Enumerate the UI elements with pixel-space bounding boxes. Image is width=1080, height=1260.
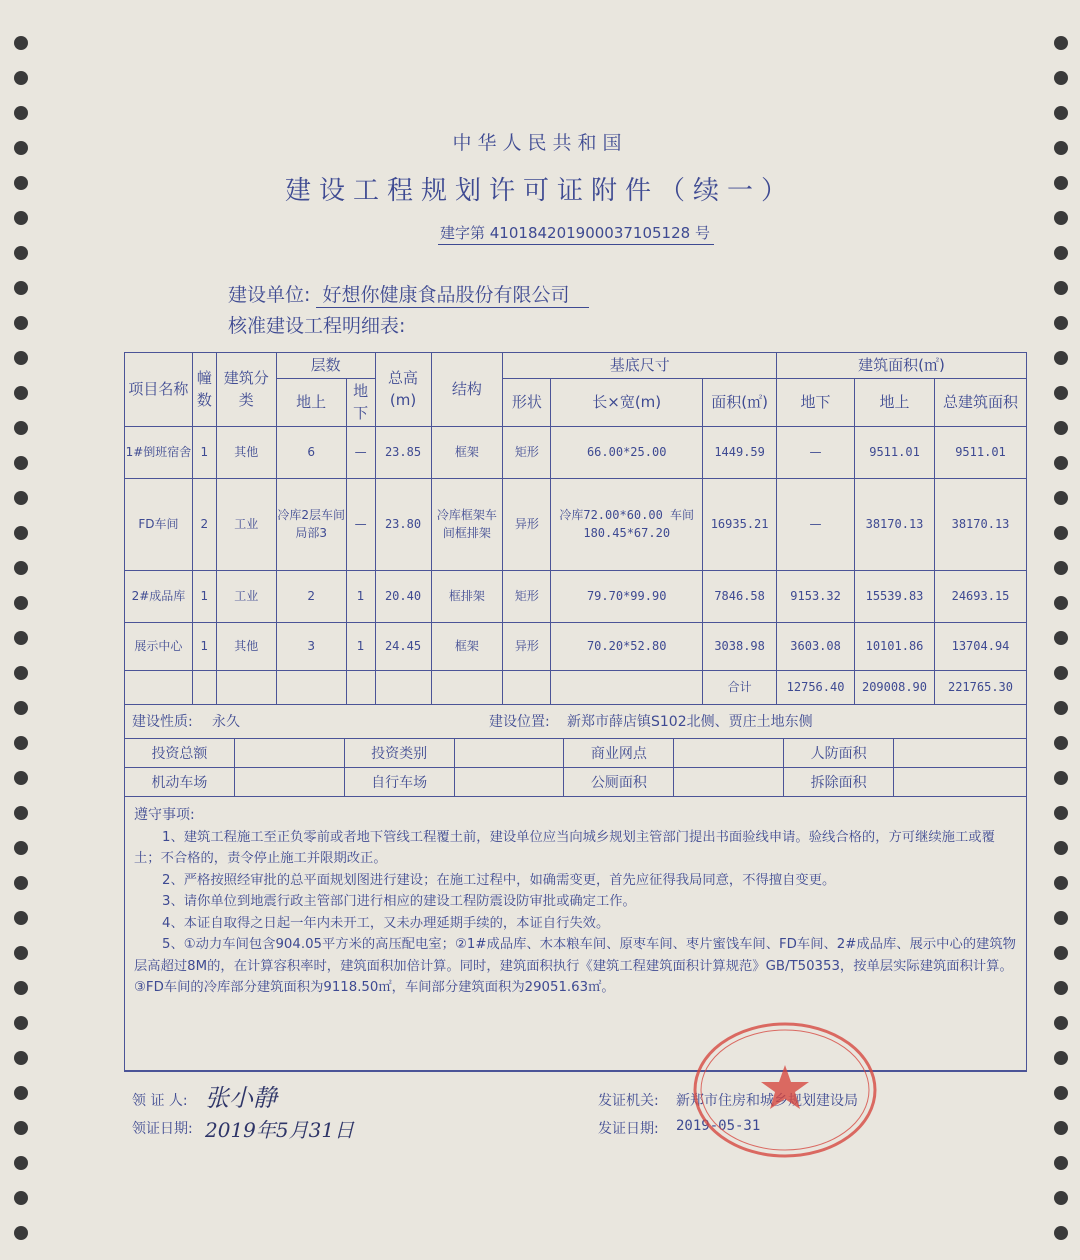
cell-name: 展示中心 xyxy=(125,623,193,671)
cell-height: 23.85 xyxy=(375,427,431,479)
cell-area: 3038.98 xyxy=(703,623,777,671)
civil-defense-label: 人防面积 xyxy=(784,739,894,768)
header-fa-below: 地下 xyxy=(777,379,855,427)
nature-location-row xyxy=(124,711,1027,737)
feed-hole xyxy=(14,701,28,715)
investment-table xyxy=(124,738,1027,797)
cell-fa-total: 38170.13 xyxy=(934,479,1026,571)
header-floors: 层数 xyxy=(276,353,375,379)
cell-category: 工业 xyxy=(216,571,276,623)
demolition-area-label: 拆除面积 xyxy=(784,768,894,797)
cell-below: 1 xyxy=(346,623,375,671)
cell-fa-total: 24693.15 xyxy=(934,571,1026,623)
feed-hole xyxy=(14,456,28,470)
feed-hole xyxy=(1054,666,1068,680)
feed-hole xyxy=(14,211,28,225)
cell-above: 2 xyxy=(276,571,346,623)
total-fa-above: 209008.90 xyxy=(855,671,935,705)
feed-hole xyxy=(1054,351,1068,365)
feed-hole xyxy=(1054,631,1068,645)
cell-fa-above: 38170.13 xyxy=(855,479,935,571)
feed-hole xyxy=(14,1051,28,1065)
table-row xyxy=(125,427,1027,479)
cell-below: — xyxy=(346,479,375,571)
toilet-area-label: 公厕面积 xyxy=(564,768,674,797)
issue-date-label: 发证日期: xyxy=(598,1121,659,1137)
detail-table-title: 核准建设工程明细表: xyxy=(228,315,406,337)
nature-label: 建设性质: xyxy=(132,714,193,730)
feed-hole xyxy=(14,946,28,960)
cell-fa-above: 15539.83 xyxy=(855,571,935,623)
header-structure: 结构 xyxy=(431,353,503,427)
feed-hole xyxy=(1054,1086,1068,1100)
permit-number: 建字第 410184201900037105128 号 xyxy=(438,222,714,245)
location-label: 建设位置: xyxy=(489,714,550,730)
total-fa-below: 12756.40 xyxy=(777,671,855,705)
feed-hole xyxy=(14,246,28,260)
cell-shape: 矩形 xyxy=(503,571,551,623)
feed-hole xyxy=(14,631,28,645)
cell-area: 1449.59 xyxy=(703,427,777,479)
total-fa-total: 221765.30 xyxy=(934,671,1026,705)
cell-category: 其他 xyxy=(216,427,276,479)
feed-hole xyxy=(14,316,28,330)
issue-date-value: 2019-05-31 xyxy=(676,1118,761,1134)
feed-hole xyxy=(14,911,28,925)
cell-count: 1 xyxy=(192,427,216,479)
applicant-label: 建设单位: xyxy=(228,284,311,306)
header-dims: 长×宽(m) xyxy=(551,379,703,427)
feed-hole xyxy=(1054,946,1068,960)
feed-hole xyxy=(1054,456,1068,470)
feed-hole xyxy=(1054,701,1068,715)
cell-area: 7846.58 xyxy=(703,571,777,623)
feed-hole xyxy=(1054,806,1068,820)
table-row xyxy=(125,571,1027,623)
feed-hole xyxy=(1054,911,1068,925)
feed-hole xyxy=(14,1191,28,1205)
feed-hole xyxy=(14,491,28,505)
cell-fa-below: 3603.08 xyxy=(777,623,855,671)
cell-structure: 框架 xyxy=(431,427,503,479)
receiver-label: 领 证 人: xyxy=(132,1093,188,1109)
feed-hole xyxy=(14,1226,28,1240)
cell-height: 24.45 xyxy=(375,623,431,671)
feed-hole xyxy=(1054,526,1068,540)
note-item: 5、①动力车间包含904.05平方米的高压配电室；②1#成品库、木本粮车间、原枣车间、枣片蜜饯车间、FD车间、2#成品库、展示中心的建筑物层高超过8M的，在计算容积率时，建筑面积加倍计算。同时，建筑面积执行《建筑工程建筑面积计算规范》GB/T50353，按单层实际建筑面积计算。③FD车间的冷库部分建筑面积为9118.50㎡，车间部分建筑面积为29051.63㎡。 xyxy=(134,937,1016,995)
cell-structure: 框排架 xyxy=(431,571,503,623)
cell-structure: 冷库框架车间框排架 xyxy=(431,479,503,571)
cell-dims: 冷库72.00*60.00 车间180.45*67.20 xyxy=(551,479,703,571)
cell-area: 16935.21 xyxy=(703,479,777,571)
header-height: 总高(m) xyxy=(375,353,431,427)
header-base: 基底尺寸 xyxy=(503,353,777,379)
feed-hole xyxy=(14,106,28,120)
cell-name: 2#成品库 xyxy=(125,571,193,623)
header-category: 建筑分类 xyxy=(216,353,276,427)
document-title: 建设工程规划许可证附件（续一） xyxy=(284,176,795,206)
feed-hole xyxy=(1054,1051,1068,1065)
location-value: 新郑市薛店镇S102北侧、贾庄土地东侧 xyxy=(567,714,813,730)
header-count: 幢数 xyxy=(192,353,216,427)
header-project: 项目名称 xyxy=(125,353,193,427)
applicant-line xyxy=(228,280,589,307)
feed-hole xyxy=(14,36,28,50)
feed-hole xyxy=(1054,981,1068,995)
cell-height: 23.80 xyxy=(375,479,431,571)
total-label: 合计 xyxy=(703,671,777,705)
cell-name: 1#倒班宿舍 xyxy=(125,427,193,479)
cell-name: FD车间 xyxy=(125,479,193,571)
feed-hole xyxy=(1054,561,1068,575)
feed-hole xyxy=(14,421,28,435)
cell-fa-above: 10101.86 xyxy=(855,623,935,671)
table-total-row xyxy=(125,671,1027,705)
feed-hole xyxy=(1054,771,1068,785)
header-fa-above: 地上 xyxy=(855,379,935,427)
feed-hole xyxy=(14,736,28,750)
receive-date-label: 领证日期: xyxy=(132,1121,193,1137)
investment-label: 投资总额 xyxy=(125,739,235,768)
feed-hole xyxy=(14,1086,28,1100)
feed-hole xyxy=(1054,386,1068,400)
cell-category: 工业 xyxy=(216,479,276,571)
cell-shape: 异形 xyxy=(503,479,551,571)
applicant-value: 好想你健康食品股份有限公司 xyxy=(316,284,589,308)
invest-type-label: 投资类别 xyxy=(344,739,454,768)
nature-value: 永久 xyxy=(212,714,240,730)
feed-hole xyxy=(1054,106,1068,120)
project-detail-table xyxy=(124,352,1027,705)
cell-structure: 框架 xyxy=(431,623,503,671)
country-title: 中华人民共和国 xyxy=(452,132,628,154)
feed-hole xyxy=(14,666,28,680)
feed-hole xyxy=(1054,281,1068,295)
feed-hole xyxy=(14,561,28,575)
cell-shape: 矩形 xyxy=(503,427,551,479)
feed-hole xyxy=(14,876,28,890)
feed-hole xyxy=(1054,316,1068,330)
cell-category: 其他 xyxy=(216,623,276,671)
cell-dims: 79.70*99.90 xyxy=(551,571,703,623)
cell-above: 6 xyxy=(276,427,346,479)
cell-count: 2 xyxy=(192,479,216,571)
note-item: 4、本证自取得之日起一年内未开工，又未办理延期手续的，本证自行失效。 xyxy=(162,915,610,931)
cell-fa-below: 9153.32 xyxy=(777,571,855,623)
bike-parking-label: 自行车场 xyxy=(344,768,454,797)
cell-fa-total: 9511.01 xyxy=(934,427,1026,479)
feed-hole xyxy=(14,1156,28,1170)
cell-below: — xyxy=(346,427,375,479)
feed-hole xyxy=(14,386,28,400)
feed-hole xyxy=(14,526,28,540)
feed-hole xyxy=(14,981,28,995)
cell-shape: 异形 xyxy=(503,623,551,671)
feed-hole xyxy=(14,351,28,365)
feed-hole xyxy=(1054,1156,1068,1170)
cell-count: 1 xyxy=(192,623,216,671)
authority-label: 发证机关: xyxy=(598,1093,659,1109)
header-fa-total: 总建筑面积 xyxy=(934,379,1026,427)
receiver-signature: 张小静 xyxy=(205,1084,277,1112)
cell-fa-below: — xyxy=(777,427,855,479)
cell-above: 3 xyxy=(276,623,346,671)
note-item: 1、建筑工程施工至正负零前或者地下管线工程覆土前，建设单位应当向城乡规划主管部门提出书面验线申请。验线合格的，方可继续施工或覆土；不合格的，责令停止施工并限期改正。 xyxy=(134,829,995,866)
cell-dims: 70.20*52.80 xyxy=(551,623,703,671)
receive-date-handwritten: 2019年5月31日 xyxy=(205,1118,355,1142)
header-below: 地下 xyxy=(346,379,375,427)
cell-count: 1 xyxy=(192,571,216,623)
feed-hole xyxy=(1054,1016,1068,1030)
cell-below: 1 xyxy=(346,571,375,623)
feed-hole xyxy=(1054,71,1068,85)
feed-hole xyxy=(1054,1121,1068,1135)
header-shape: 形状 xyxy=(503,379,551,427)
seal-star-icon xyxy=(761,1065,809,1109)
header-above: 地上 xyxy=(276,379,346,427)
cell-fa-above: 9511.01 xyxy=(855,427,935,479)
feed-hole xyxy=(14,771,28,785)
authority-value: 新郑市住房和城乡规划建设局 xyxy=(676,1093,858,1109)
notes-heading: 遵守事项: xyxy=(134,807,195,823)
cell-above: 冷库2层车间局部3 xyxy=(276,479,346,571)
feed-hole xyxy=(14,1016,28,1030)
commercial-label: 商业网点 xyxy=(564,739,674,768)
feed-hole xyxy=(1054,876,1068,890)
divider xyxy=(124,1071,1027,1072)
header-base-area: 面积(㎡) xyxy=(703,379,777,427)
feed-hole xyxy=(1054,491,1068,505)
cell-fa-total: 13704.94 xyxy=(934,623,1026,671)
feed-hole xyxy=(14,841,28,855)
feed-hole xyxy=(14,1121,28,1135)
feed-hole xyxy=(1054,736,1068,750)
cell-fa-below: — xyxy=(777,479,855,571)
feed-hole xyxy=(1054,596,1068,610)
feed-hole xyxy=(1054,841,1068,855)
feed-hole xyxy=(1054,1226,1068,1240)
cell-dims: 66.00*25.00 xyxy=(551,427,703,479)
feed-hole xyxy=(14,596,28,610)
header-floor-area: 建筑面积(㎡) xyxy=(777,353,1027,379)
feed-hole xyxy=(1054,421,1068,435)
feed-hole xyxy=(14,806,28,820)
feed-hole xyxy=(14,281,28,295)
motor-parking-label: 机动车场 xyxy=(125,768,235,797)
feed-hole xyxy=(1054,1191,1068,1205)
official-seal xyxy=(690,1020,880,1160)
notes-section xyxy=(134,805,1019,999)
table-row xyxy=(125,479,1027,571)
note-item: 2、严格按照经审批的总平面规划图进行建设；在施工过程中，如确需变更，首先应征得我局同意，不得擅自变更。 xyxy=(162,872,836,888)
feed-hole xyxy=(1054,211,1068,225)
feed-hole xyxy=(14,71,28,85)
table-row xyxy=(125,623,1027,671)
feed-hole xyxy=(1054,36,1068,50)
cell-height: 20.40 xyxy=(375,571,431,623)
feed-hole xyxy=(1054,246,1068,260)
note-item: 3、请你单位到地震行政主管部门进行相应的建设工程防震设防审批或确定工作。 xyxy=(162,894,636,909)
